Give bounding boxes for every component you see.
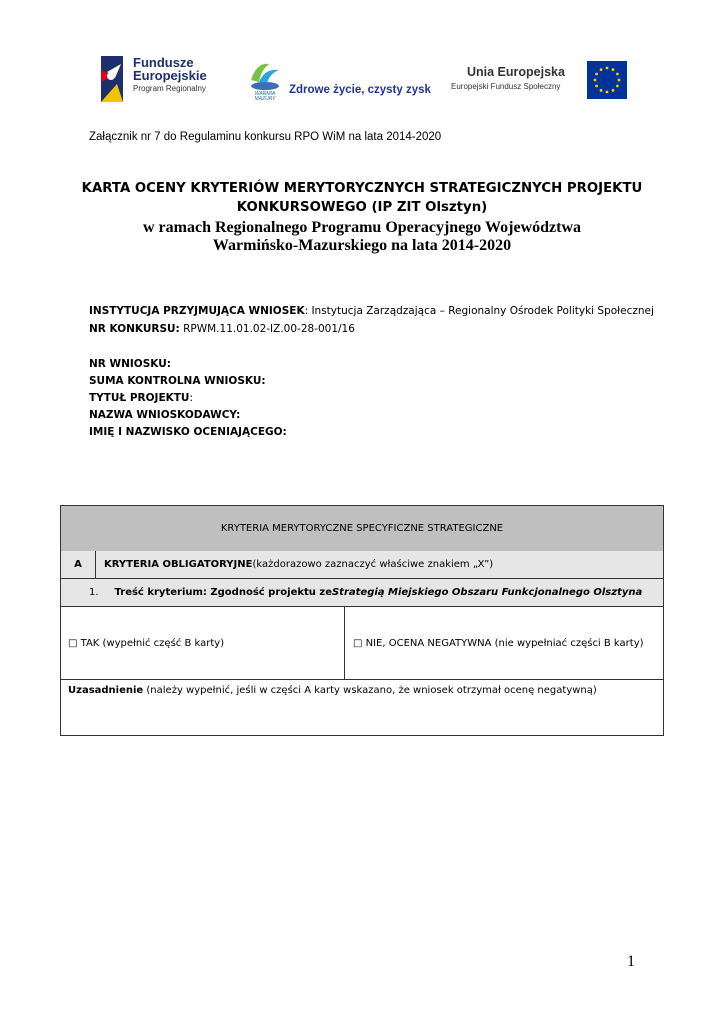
- section-a-row: [60, 551, 664, 579]
- wm-logo-small-text: WARMIA MAZURY: [254, 91, 276, 102]
- eu-flag-icon: [587, 61, 627, 99]
- competition-value: RPWM.11.01.02-IZ.00-28-001/16: [179, 323, 355, 335]
- criterion-row: [60, 579, 664, 607]
- fe-star-icon: [97, 54, 131, 104]
- evaluator-name-field: IMIĘ I NAZWISKO OCENIAJĄCEGO:: [89, 426, 287, 438]
- page-number: 1: [627, 953, 635, 970]
- section-title: KRYTERIA OBLIGATORYJNE (każdorazowo zaznaczyć właściwe znakiem „X”): [104, 559, 494, 570]
- competition-line: [89, 323, 355, 335]
- title-line-4: Warmińsko-Mazurskiego na lata 2014-2020: [212, 237, 512, 254]
- fe-logo-line1: Fundusze: [133, 55, 194, 70]
- title-line-2: KONKURSOWEGO (IP ZIT Olsztyn): [236, 200, 488, 215]
- institution-line: [89, 305, 654, 317]
- option-yes-checkbox[interactable]: □ TAK (wypełnić część B karty): [68, 637, 225, 649]
- annex-note: Załącznik nr 7 do Regulaminu konkursu RPO WiM na lata 2014-2020: [89, 131, 442, 143]
- ue-logo-line2: Europejski Fundusz Społeczny: [451, 82, 561, 91]
- wm-logo-slogan: Zdrowe życie, czysty zysk: [289, 84, 431, 96]
- table-header: KRYTERIA MERYTORYCZNE SPECYFICZNE STRATEGICZNE: [220, 523, 504, 534]
- title-line-1: KARTA OCENY KRYTERIÓW MERYTORYCZNYCH STRATEGICZNYCH PROJEKTU: [81, 181, 643, 196]
- table-header-row: [60, 505, 664, 552]
- warmia-mazury-emblem-icon: [247, 58, 283, 92]
- checksum-field: SUMA KONTROLNA WNIOSKU:: [89, 375, 266, 387]
- fundusze-europejskie-logo: [97, 54, 217, 104]
- justification-row: [60, 680, 664, 736]
- criterion-text: 1. Treść kryterium: Zgodność projektu ze Strategią Miejskiego Obszaru Funkcjonalnego Olsztyna: [89, 587, 643, 598]
- applicant-name-field: NAZWA WNIOSKODAWCY:: [89, 409, 241, 421]
- competition-label: NR KONKURSU:: [89, 323, 180, 335]
- warmia-mazury-logo: [247, 58, 431, 104]
- fe-logo-line2: Europejskie: [133, 68, 207, 83]
- option-no-checkbox[interactable]: □ NIE, OCENA NEGATYWNA (nie wypełniać części B karty): [353, 637, 644, 649]
- justification-label[interactable]: Uzasadnienie (należy wypełnić, jeśli w części A karty wskazano, że wniosek otrzymał ocenę negatywną): [68, 685, 597, 696]
- project-title-field: TYTUŁ PROJEKTU:: [89, 392, 194, 404]
- institution-value: : Instytucja Zarządzająca – Regionalny Ośrodek Polityki Społecznej: [304, 305, 654, 317]
- title-line-3: w ramach Regionalnego Programu Operacyjnego Województwa: [142, 219, 581, 236]
- section-letter: A: [74, 559, 82, 570]
- options-row: [60, 607, 664, 680]
- institution-label: INSTYTUCJA PRZYJMUJĄCA WNIOSEK: [89, 305, 305, 317]
- ue-logo-line1: Unia Europejska: [467, 65, 565, 79]
- unia-europejska-logo: [447, 60, 629, 100]
- fe-logo-line3: Program Regionalny: [133, 84, 206, 93]
- application-number-field: NR WNIOSKU:: [89, 358, 171, 370]
